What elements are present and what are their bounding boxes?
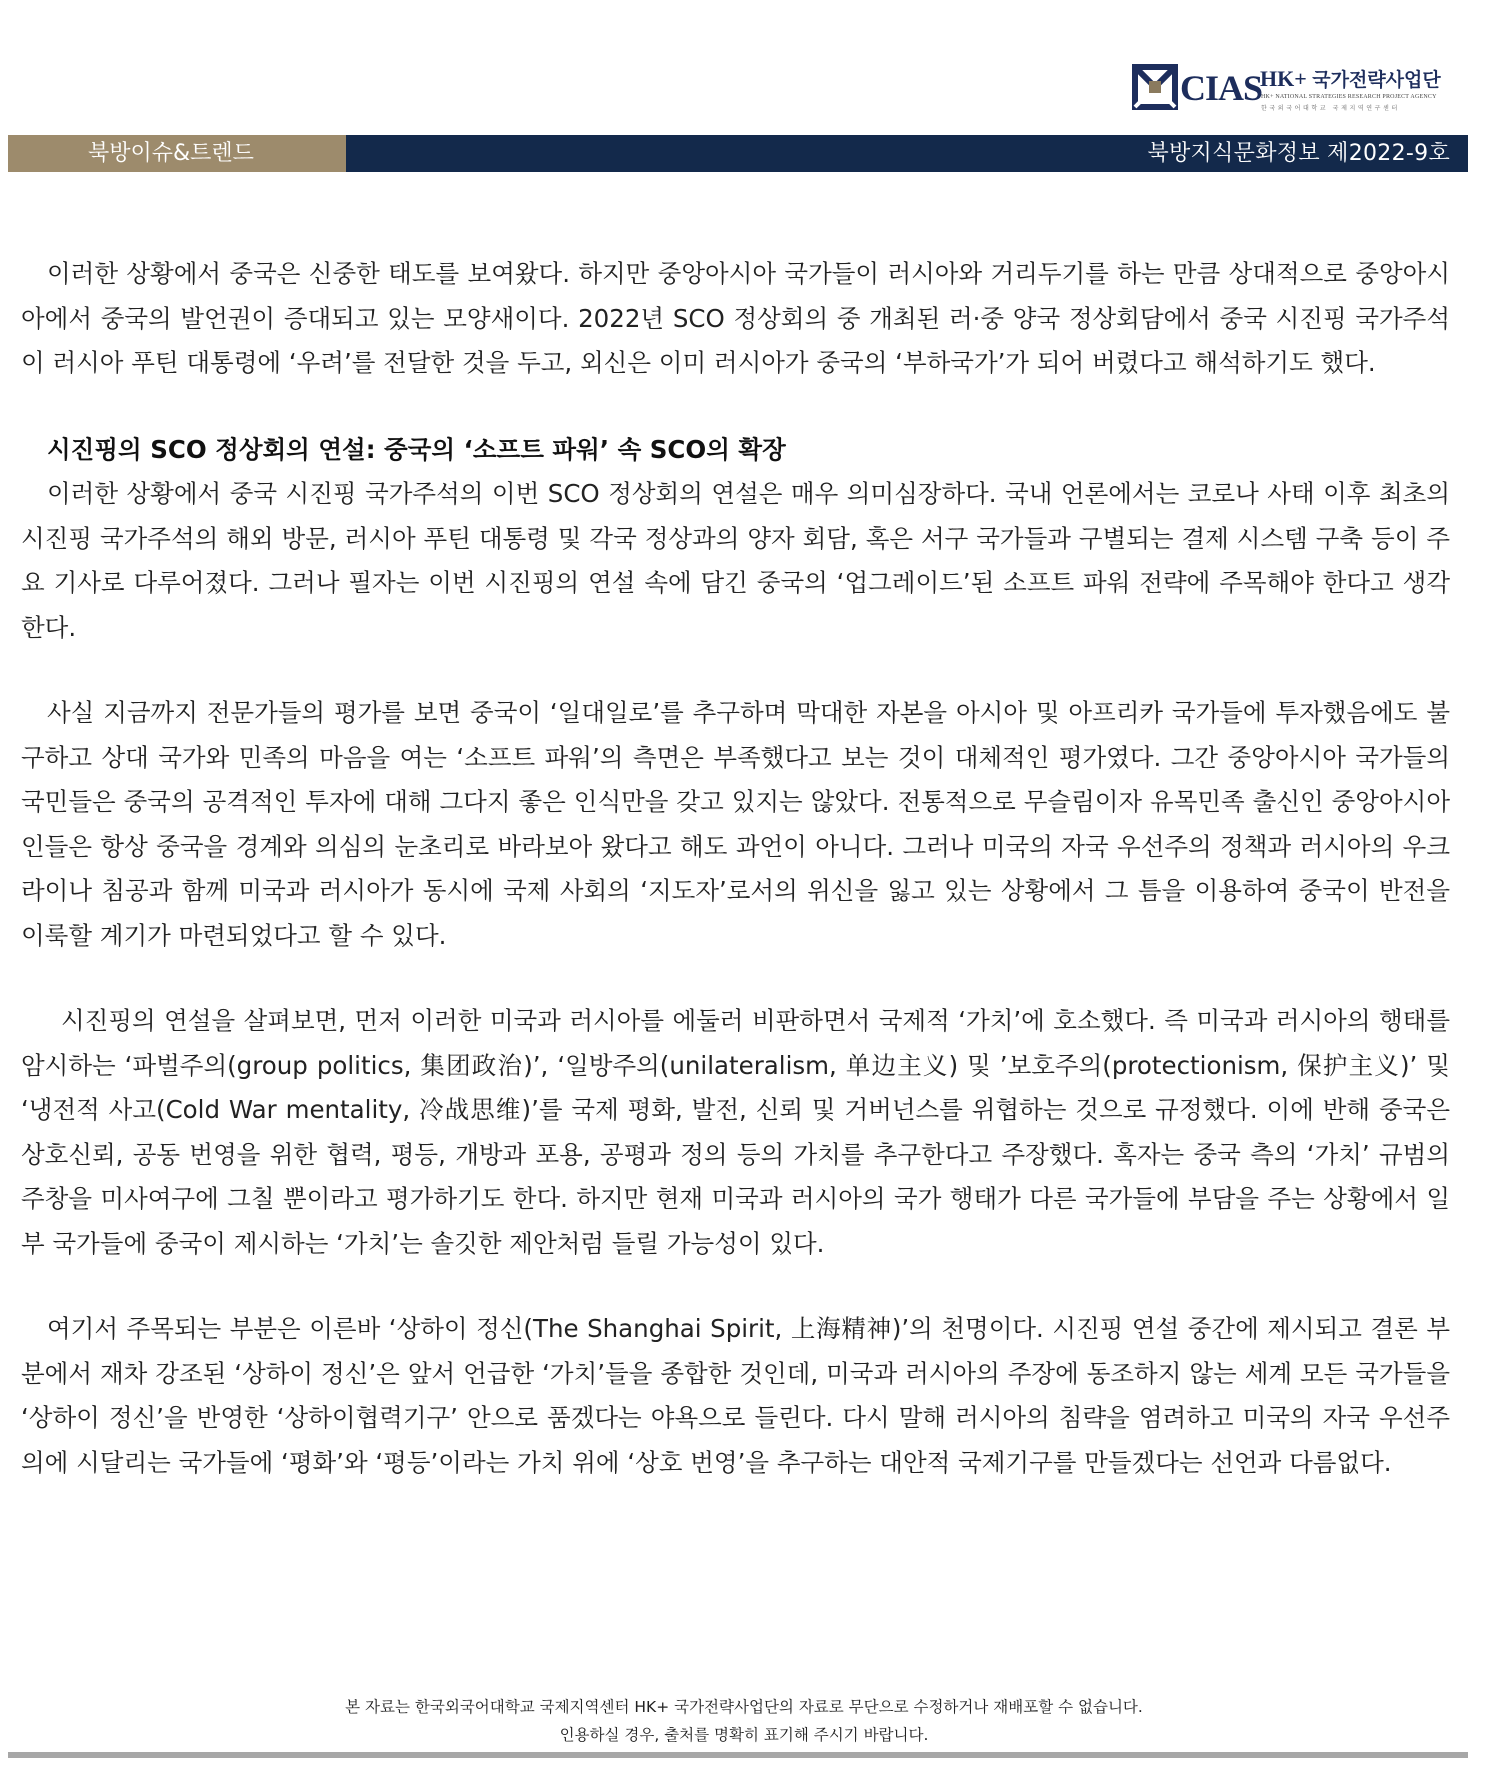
section-heading: 시진핑의 SCO 정상회의 연설: 중국의 ‘소프트 파워’ 속 SCO의 확장 [47,434,786,464]
logo-subtitle-en: HK+ NATIONAL STRATEGIES RESEARCH PROJECT AGENCY [1261,94,1437,100]
paragraph-5: 여기서 주목되는 부분은 이른바 ‘상하이 정신(The Shanghai Spirit, 上海精神)’의 천명이다. 시진핑 연설 중간에 제시되고 결론 부분에서 재차 강조된 ‘상하이 정신’은 앞서 언급한 ‘가치’들을 종합한 것인데, 미국과 러시아의 주장에 동조하지 않는 세계 모든 국가들을 ‘상하이 정신’을 반영한 ‘상하이협력기구’ 안으로 품겠다는 야욕으로 들린다. 다시 말해 러시아의 침략을 염려하고 미국의 자국 우선주의에 시달리는 국가들에 ‘평화’와 ‘평등’이라는 가치 위에 ‘상호 번영’을 추구하는 대안적 국제기구를 만들겠다는 선언과 다름없다. [21,1314,1450,1477]
article-body [21,252,1450,1485]
logo-hk-text: HK+ [1260,66,1307,91]
footer-divider [8,1752,1468,1758]
logo-cias-text: CIAS [1180,68,1263,108]
paragraph-3: 사실 지금까지 전문가들의 평가를 보면 중국이 ‘일대일로’를 추구하며 막대한 자본을 아시아 및 아프리카 국가들에 투자했음에도 불구하고 상대 국가와 민족의 마음을 여는 ‘소프트 파워’의 측면은 부족했다고 보는 것이 대체적인 평가였다. 그간 중앙아시아 국가들의 국민들은 중국의 공격적인 투자에 대해 그다지 좋은 인식만을 갖고 있지는 않았다. 전통적으로 무슬림이자 유목민족 출신인 중앙아시아인들은 항상 중국을 경계와 의심의 눈초리로 바라보아 왔다고 해도 과언이 아니다. 그러나 미국의 자국 우선주의 정책과 러시아의 우크라이나 침공과 함께 미국과 러시아가 동시에 국제 사회의 ‘지도자’로서의 위신을 잃고 있는 상황에서 그 틈을 이용하여 중국이 반전을 이룩할 계기가 마련되었다고 할 수 있다. [21,698,1450,950]
logo-subtitle-kr: 한국외국어대학교 국제지역연구센터 [1261,105,1400,112]
logo-agency-title [1260,66,1441,93]
copyright-notice [0,1693,1488,1749]
section-label: 북방이슈&트렌드 [8,135,346,172]
logo-agency-kr: 국가전략사업단 [1312,69,1441,91]
issue-number: 북방지식문화정보 제2022-9호 [346,135,1468,172]
paragraph-4: 시진핑의 연설을 살펴보면, 먼저 이러한 미국과 러시아를 에둘러 비판하면서 국제적 ‘가치’에 호소했다. 즉 미국과 러시아의 행태를 암시하는 ‘파벌주의(group politics, 集团政治)’, ‘일방주의(unilateralism, 单边主义) 및 ’보호주의(protectionism, 保护主义)’ 및 ‘냉전적 사고(Cold War mentality, 冷战思维)’를 국제 평화, 발전, 신뢰 및 거버넌스를 위협하는 것으로 규정했다. 이에 반해 중국은 상호신뢰, 공동 번영을 위한 협력, 평등, 개방과 포용, 공평과 정의 등의 가치를 추구한다고 주장했다. 혹자는 중국 측의 ‘가치’ 규범의 주창을 미사여구에 그칠 뿐이라고 평가하기도 한다. 하지만 현재 미국과 러시아의 국가 행태가 다른 국가들에 부담을 주는 상황에서 일부 국가들에 중국이 제시하는 ‘가치’는 솔깃한 제안처럼 들릴 가능성이 있다. [21,1006,1450,1258]
paragraph-2: 이러한 상황에서 중국 시진핑 국가주석의 이번 SCO 정상회의 연설은 매우 의미심장하다. 국내 언론에서는 코로나 사태 이후 최초의 시진핑 국가주석의 해외 방문, 러시아 푸틴 대통령 및 각국 정상과의 양자 회담, 혹은 서구 국가들과 구별되는 결제 시스템 구축 등이 주요 기사로 다루어졌다. 그러나 필자는 이번 시진핑의 연설 속에 담긴 중국의 ‘업그레이드’된 소프트 파워 전략에 주목해야 한다고 생각한다. [21,479,1450,642]
header-banner [8,135,1468,172]
copyright-line-1: 본 자료는 한국외국어대학교 국제지역센터 HK+ 국가전략사업단의 자료로 무단으로 수정하거나 재배포할 수 없습니다. [345,1698,1143,1716]
cias-emblem-icon [1132,64,1178,110]
cias-logo [1132,62,1452,118]
paragraph-1: 이러한 상황에서 중국은 신중한 태도를 보여왔다. 하지만 중앙아시아 국가들이 러시아와 거리두기를 하는 만큼 상대적으로 중앙아시아에서 중국의 발언권이 증대되고 있는 모양새이다. 2022년 SCO 정상회의 중 개최된 러·중 양국 정상회담에서 중국 시진핑 국가주석이 러시아 푸틴 대통령에 ‘우려’를 전달한 것을 두고, 외신은 이미 러시아가 중국의 ‘부하국가’가 되어 버렸다고 해석하기도 했다. [21,259,1450,377]
copyright-line-2: 인용하실 경우, 출처를 명확히 표기해 주시기 바랍니다. [559,1726,929,1744]
